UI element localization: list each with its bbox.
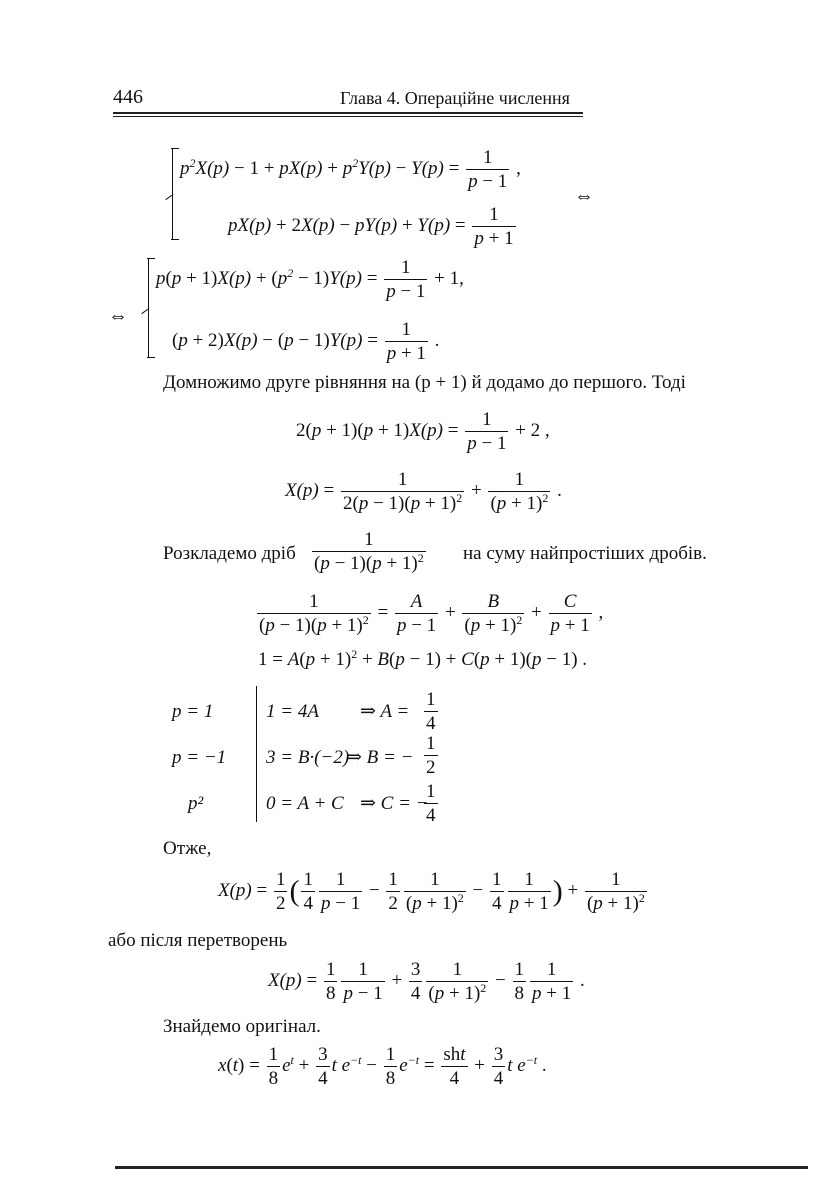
case-num-2: 1	[426, 733, 436, 754]
chapter-title: Глава 4. Операційне числення	[340, 88, 570, 108]
decompose-prefix: Розкладемо дріб	[163, 543, 296, 564]
case-label-1: p = 1	[172, 701, 214, 722]
case-eq-1: 1 = 4A	[266, 701, 319, 722]
case-result-2: ⇒ B = −	[346, 747, 414, 768]
header-rule-thin	[113, 116, 583, 117]
case-eq-3: 0 = A + C	[266, 793, 344, 814]
case-result-1: ⇒ A =	[360, 701, 410, 722]
system2-eq1: $p(p + 1)X(p) + (p^2 - 1)Y(p)$ = $\frac{1}{p - 1}$ + 1,	[156, 257, 464, 302]
system1-eq1: $p^2X(p) - 1 + pX(p) + p^2Y(p) - Y(p)$ = $\frac{1}{p - 1}$ ,	[180, 147, 521, 192]
partial-fraction-equation: $\frac{1}{(p - 1)(p + 1)^2}$ = $\frac{A}{p - 1}$ + $\frac{B}{(p + 1)^2}$ + $\frac{C}{p + 1}$ ,	[259, 591, 604, 636]
case-frac-1	[422, 690, 440, 733]
equivalence-symbol-1: ⇔	[574, 185, 594, 207]
case-label-2: p = −1	[172, 747, 227, 768]
system-brace-1	[172, 148, 173, 240]
equivalence-symbol-2: ⇔	[108, 305, 128, 327]
case-result-3: ⇒ C = −	[360, 793, 429, 814]
case-num-1: 1	[426, 689, 436, 710]
find-original-text: Знайдемо оригінал.	[163, 1016, 321, 1037]
cases-divider	[256, 686, 257, 822]
case-den-2: 2	[426, 757, 436, 778]
decompose-suffix: на суму найпростіших дробів.	[463, 543, 707, 564]
therefore-text: Отже,	[163, 838, 212, 859]
equation-xp: X(p) = $\frac{1}{2(p - 1)(p + 1)^2}$ + $\frac{1}{(p + 1)^2}$ .	[285, 469, 562, 514]
header-rule	[113, 112, 583, 114]
numerator-identity: $1 = A(p + 1)^2 + B(p - 1) + C(p + 1)(p - 1)$ .	[258, 647, 588, 670]
system1-eq2: pX(p) + 2X(p) − pY(p) + Y(p) = $\frac{1}{p + 1}$	[228, 204, 514, 249]
case-frac-2	[422, 734, 440, 777]
step-multiply-text: Домножимо друге рівняння на (p + 1) й додамо до першого. Тоді	[163, 372, 686, 393]
decompose-fraction: $\frac{1}{(p - 1)(p + 1)^2}$	[314, 529, 424, 574]
equation-original: x(t) = $\frac{1}{8}$ $e^t$ + $\frac{3}{4}$ t $e^{-t}$ − $\frac{1}{8}$ $e^{-t}$ = $\frac{\text{sht}}{4}$ + $\frac{3}{4}$ t $e^{-t}$ .	[218, 1044, 547, 1089]
case-frac-3	[422, 782, 440, 825]
after-transform-text: або після перетворень	[108, 930, 288, 951]
system2-eq2: (p + 2)X(p) − (p − 1)Y(p) = $\frac{1}{p + 1}$ .	[172, 319, 440, 364]
equation-xp-final: X(p) = $\frac{1}{8}$ $\frac{1}{p - 1}$ + $\frac{3}{4}$ $\frac{1}{(p + 1)^2}$ − $\frac{1}{8}$ $\frac{1}{p + 1}$ .	[268, 959, 585, 1004]
case-label-3: p²	[188, 793, 204, 814]
case-den-3: 4	[426, 805, 436, 826]
equation-xp-decomposed: X(p) = $\frac{1}{2}$ ( $\frac{1}{4}$ $\frac{1}{p - 1}$ − $\frac{1}{2}$ $\frac{1}{(p + 1)^2}$ − $\frac{1}{4}$ $\frac{1}{p + 1}$ ) + $\frac{1}{(p + 1)^2}$	[218, 869, 645, 914]
case-num-3: 1	[426, 781, 436, 802]
system-brace-2	[148, 258, 149, 358]
equation-combined: 2(p + 1)(p + 1)X(p) = $\frac{1}{p - 1}$ + 2 ,	[296, 409, 550, 454]
case-eq-2: 3 = B·(−2)	[266, 747, 350, 768]
page-number: 446	[113, 86, 143, 108]
footer-rule	[115, 1166, 808, 1169]
case-den-1: 4	[426, 713, 436, 734]
